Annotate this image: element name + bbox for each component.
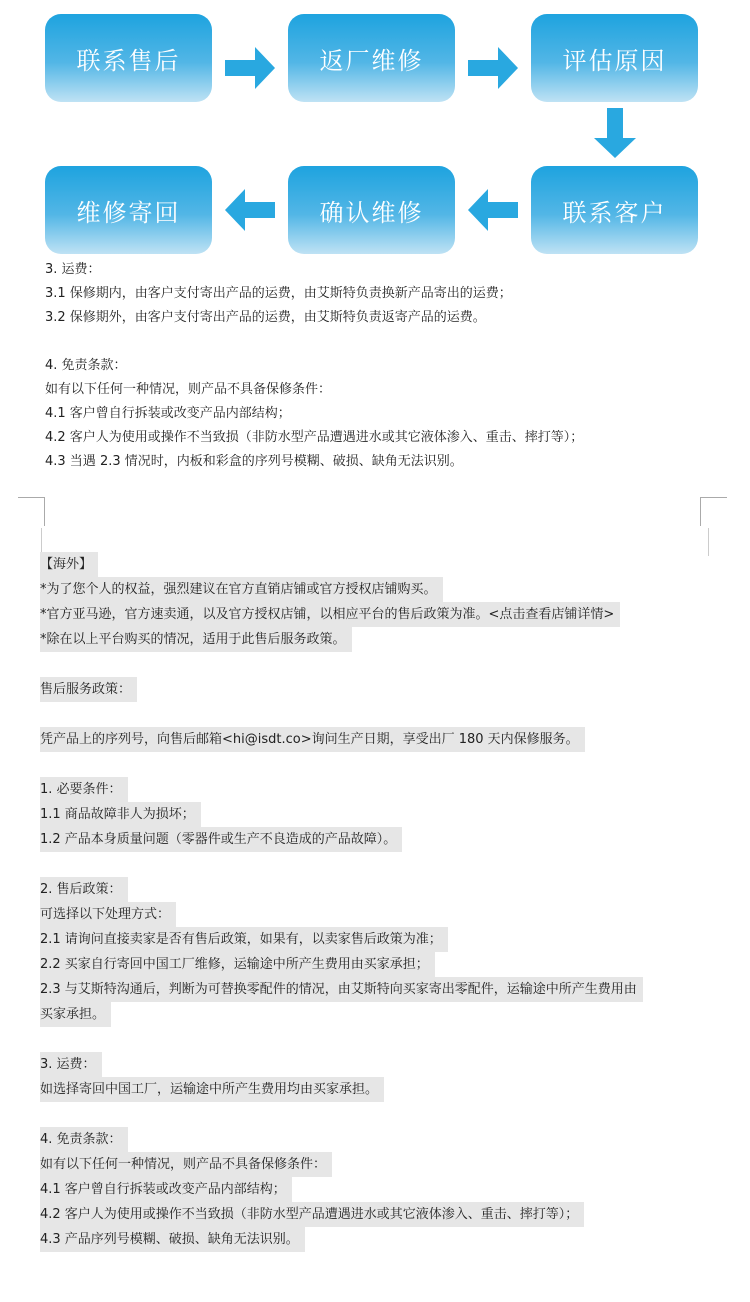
blank-line <box>40 1027 643 1052</box>
text-line <box>45 258 583 282</box>
text-line <box>40 777 643 802</box>
text-line <box>40 1202 643 1227</box>
text-line-content: 【海外】 <box>40 552 98 577</box>
text-line-content: 3.1 保修期内，由客户支付寄出产品的运费，由艾斯特负责换新产品寄出的运费； <box>45 286 512 301</box>
blank-line <box>40 702 643 727</box>
text-line-content: 4.2 客户人为使用或操作不当致损（非防水型产品遭遇进水或其它液体渗入、重击、摔打等）； <box>40 1202 584 1227</box>
page-corner-mark <box>700 497 727 526</box>
page-margin-line <box>708 528 709 556</box>
text-line <box>40 1227 643 1252</box>
text-line-content: 3. 运费： <box>45 262 101 277</box>
arrow-down-icon <box>594 108 636 158</box>
text-line <box>40 677 643 702</box>
text-line <box>40 877 643 902</box>
flow-step-confirm-repair: 确认维修 <box>288 166 455 254</box>
text-line-content: 4. 免责条款： <box>40 1127 128 1152</box>
text-line <box>40 802 643 827</box>
arrow-right-icon <box>225 47 275 89</box>
text-line <box>40 1052 643 1077</box>
text-line <box>45 354 583 378</box>
text-line <box>40 952 643 977</box>
text-line-content: 如有以下任何一种情况，则产品不具备保修条件： <box>45 382 332 397</box>
text-line-content: 可选择以下处理方式： <box>40 902 176 927</box>
text-line-content: *除在以上平台购买的情况，适用于此售后服务政策。 <box>40 627 352 652</box>
text-line-content: 1. 必要条件： <box>40 777 128 802</box>
blank-line <box>40 852 643 877</box>
text-line <box>40 977 643 1002</box>
text-line <box>40 1127 643 1152</box>
text-line <box>40 1152 643 1177</box>
text-line-content: 4.2 客户人为使用或操作不当致损（非防水型产品遭遇进水或其它液体渗入、重击、摔打等）； <box>45 430 584 445</box>
blank-line <box>45 330 583 354</box>
text-line-content: 2.1 请询问直接卖家是否有售后政策，如果有，以卖家售后政策为准； <box>40 927 448 952</box>
text-line-content: 如选择寄回中国工厂，运输途中所产生费用均由买家承担。 <box>40 1077 384 1102</box>
flow-step-contact-customer: 联系客户 <box>531 166 698 254</box>
text-line-content: 4.3 当遇 2.3 情况时，内板和彩盒的序列号模糊、破损、缺角无法识别。 <box>45 454 463 469</box>
text-line <box>40 1002 643 1027</box>
arrow-right-icon <box>468 47 518 89</box>
text-line-content: *为了您个人的权益，强烈建议在官方直销店铺或官方授权店铺购买。 <box>40 577 443 602</box>
text-line <box>40 552 643 577</box>
text-line-content: 凭产品上的序列号，向售后邮箱<hi@isdt.co>询问生产日期，享受出厂 180 天内保修服务。 <box>40 727 585 752</box>
text-line-content: 3.2 保修期外，由客户支付寄出产品的运费，由艾斯特负责返寄产品的运费。 <box>45 310 486 325</box>
text-line-content: 2.3 与艾斯特沟通后，判断为可替换零配件的情况，由艾斯特向买家寄出零配件，运输途中所产生费用由 <box>40 977 643 1002</box>
text-line <box>40 927 643 952</box>
text-line <box>40 902 643 927</box>
text-line <box>40 1177 643 1202</box>
overseas-policy-section <box>40 552 643 1252</box>
text-line <box>40 627 643 652</box>
text-line <box>45 306 583 330</box>
text-line <box>45 402 583 426</box>
text-line <box>45 450 583 474</box>
text-line-content: 1.1 商品故障非人为损坏； <box>40 802 201 827</box>
domestic-policy-section <box>45 258 583 474</box>
text-line <box>40 1077 643 1102</box>
flow-step-contact-after-sales: 联系售后 <box>45 14 212 102</box>
text-line <box>45 282 583 306</box>
blank-line <box>40 652 643 677</box>
text-line-content: 4.3 产品序列号模糊、破损、缺角无法识别。 <box>40 1227 305 1252</box>
arrow-left-icon <box>225 189 275 231</box>
text-line-content: 4.1 客户曾自行拆装或改变产品内部结构； <box>40 1177 292 1202</box>
blank-line <box>40 752 643 777</box>
text-line-content: *官方亚马逊，官方速卖通，以及官方授权店铺，以相应平台的售后政策为准。<点击查看店铺详情> <box>40 602 620 627</box>
text-line-content: 售后服务政策： <box>40 677 137 702</box>
text-line <box>40 602 643 627</box>
blank-line <box>40 1102 643 1127</box>
text-line-content: 如有以下任何一种情况，则产品不具备保修条件： <box>40 1152 332 1177</box>
text-line-content: 4. 免责条款： <box>45 358 127 373</box>
text-line-content: 1.2 产品本身质量问题（零器件或生产不良造成的产品故障）。 <box>40 827 402 852</box>
text-line-content: 3. 运费： <box>40 1052 102 1077</box>
text-line <box>40 727 643 752</box>
text-line <box>45 378 583 402</box>
text-line-content: 4.1 客户曾自行拆装或改变产品内部结构； <box>45 406 291 421</box>
page-corner-mark <box>18 497 45 526</box>
arrow-left-icon <box>468 189 518 231</box>
text-line <box>40 827 643 852</box>
text-line-content: 2.2 买家自行寄回中国工厂维修，运输途中所产生费用由买家承担； <box>40 952 435 977</box>
text-line <box>40 577 643 602</box>
flow-step-evaluate-cause: 评估原因 <box>531 14 698 102</box>
text-line-content: 2. 售后政策： <box>40 877 128 902</box>
flow-step-repair-return: 维修寄回 <box>45 166 212 254</box>
text-line <box>45 426 583 450</box>
flow-step-return-repair: 返厂维修 <box>288 14 455 102</box>
text-line-content: 买家承担。 <box>40 1002 111 1027</box>
